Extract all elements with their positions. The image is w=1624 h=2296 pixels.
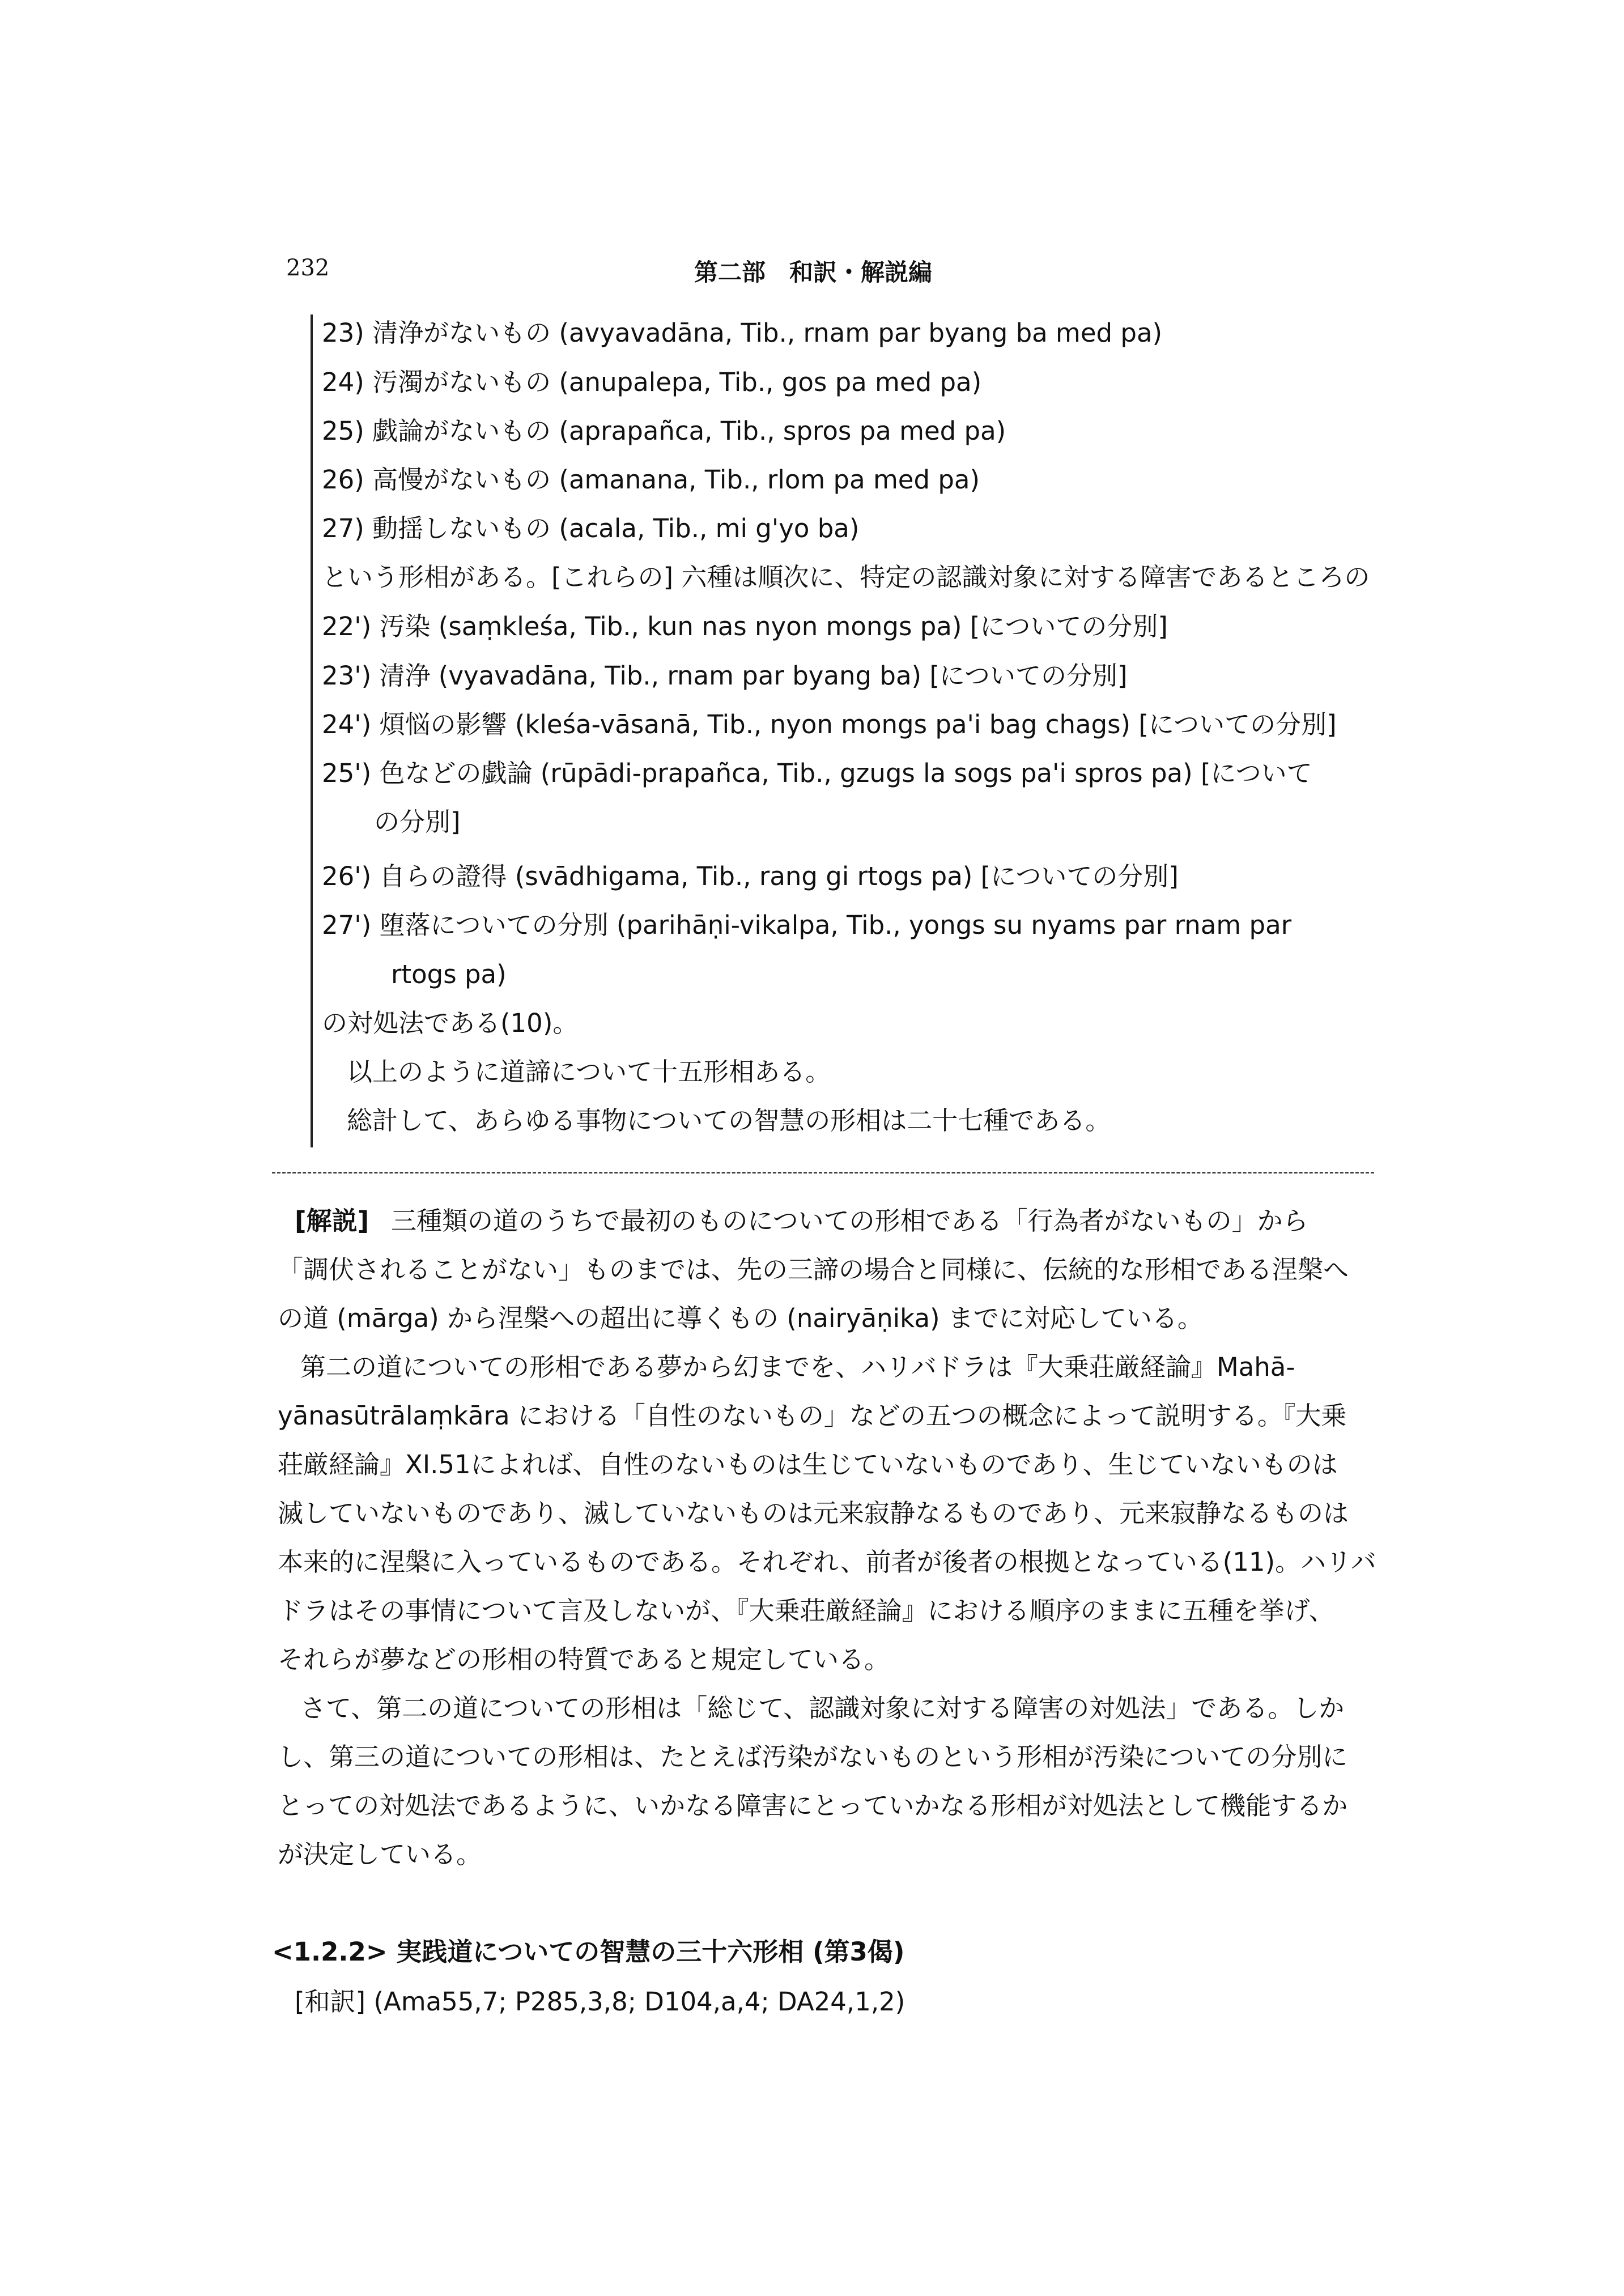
commentary-p3-line2: し、第三の道についての形相は、たとえば汚染がないものという形相が汚染についての分別に — [278, 1742, 1348, 1772]
commentary-p2-line4: 滅していないものであり、滅していないものは元来寂静なるものであり、元来寂静なるものは — [278, 1498, 1349, 1528]
obstacle-22: 22') 汚染 (saṃkleśa, Tib., kun nas nyon mongs pa) [についての分別] — [322, 611, 1168, 641]
commentary-p1-line2: 「調伏されることがない」ものまでは、先の三諦の場合と同様に、伝統的な形相である涅槃へ — [278, 1255, 1349, 1285]
commentary-label: [解説] — [295, 1206, 369, 1236]
commentary-p3-line3: とっての対処法であるように、いかなる障害にとっていかなる形相が対処法として機能するか — [278, 1791, 1348, 1821]
commentary-p1-line3: の道 (mārga) から涅槃への超出に導くもの (nairyāṇika) までに対応している。 — [278, 1303, 1203, 1333]
list-item-24: 24) 汚濁がないもの (anupalepa, Tib., gos pa med pa) — [322, 367, 982, 397]
commentary-p3-line4: が決定している。 — [278, 1839, 482, 1869]
list-item-26: 26) 高慢がないもの (amanana, Tib., rlom pa med pa) — [322, 465, 980, 495]
obstacle-27-line1: 27') 堕落についての分別 (parihāṇi-vikalpa, Tib., yongs su nyams par rnam par — [322, 910, 1292, 940]
obstacle-25-line2: の分別] — [374, 807, 461, 837]
commentary-p3-line1: さて、第二の道についての形相は「総じて、認識対象に対する障害の対処法」である。しか — [300, 1693, 1345, 1723]
section-heading: <1.2.2> 実践道についての智慧の三十六形相 (第3偈) — [272, 1937, 905, 1967]
commentary-p1-line1: 三種類の道のうちで最初のものについての形相である「行為者がないもの」から — [391, 1206, 1308, 1236]
obstacle-24: 24') 煩悩の影響 (kleśa-vāsanā, Tib., nyon mongs pa'i bag chags) [についての分別] — [322, 709, 1337, 739]
closing-line: の対処法である(10)。 — [322, 1008, 579, 1038]
list-item-23: 23) 清浄がないもの (avyavadāna, Tib., rnam par byang ba med pa) — [322, 318, 1163, 348]
list-item-27: 27) 動揺しないもの (acala, Tib., mi g'yo ba) — [322, 513, 860, 543]
section-divider — [272, 1172, 1374, 1173]
obstacle-25-line1: 25') 色などの戯論 (rūpādi-prapañca, Tib., gzugs la sogs pa'i spros pa) [について — [322, 758, 1312, 788]
commentary-p2-line6: ドラはその事情について言及しないが、『大乗荘厳経論』における順序のままに五種を挙げ、 — [278, 1596, 1334, 1626]
commentary-p2-line2: yānasūtrālaṃkāra における「自性のないもの」などの五つの概念によって説明する。『大乗 — [278, 1401, 1347, 1431]
page-number: 232 — [286, 255, 330, 281]
commentary-p2-line3: 荘厳経論』XI.51によれば、自性のないものは生じていないものであり、生じていないものは — [278, 1449, 1338, 1479]
running-header: 第二部 和訳・解説編 — [694, 258, 933, 286]
section-subheading: [和訳] (Ama55,7; P285,3,8; D104,a,4; DA24,1,2) — [295, 1987, 905, 2017]
obstacle-26: 26') 自らの證得 (svādhigama, Tib., rang gi rtogs pa) [についての分別] — [322, 861, 1179, 891]
commentary-p2-line7: それらが夢などの形相の特質であると規定している。 — [278, 1644, 890, 1674]
commentary-p2-line1: 第二の道についての形相である夢から幻までを、ハリバドラは『大乗荘厳経論』Mahā- — [300, 1352, 1295, 1382]
obstacle-23: 23') 清浄 (vyavadāna, Tib., rnam par byang ba) [についての分別] — [322, 661, 1128, 691]
obstacle-27-line2: rtogs pa) — [391, 959, 507, 989]
commentary-p2-line5: 本来的に涅槃に入っているものである。それぞれ、前者が後者の根拠となっている(11)。ハリバ — [278, 1547, 1376, 1577]
summary-line-1: 以上のように道諦について十五形相ある。 — [347, 1057, 831, 1087]
summary-line-2: 総計して、あらゆる事物についての智慧の形相は二十七種である。 — [347, 1106, 1111, 1136]
margin-bar — [311, 314, 313, 1147]
list-item-25: 25) 戯論がないもの (aprapañca, Tib., spros pa med pa) — [322, 416, 1006, 446]
intro-line: という形相がある。[これらの] 六種は順次に、特定の認識対象に対する障害であるところの — [322, 562, 1370, 592]
